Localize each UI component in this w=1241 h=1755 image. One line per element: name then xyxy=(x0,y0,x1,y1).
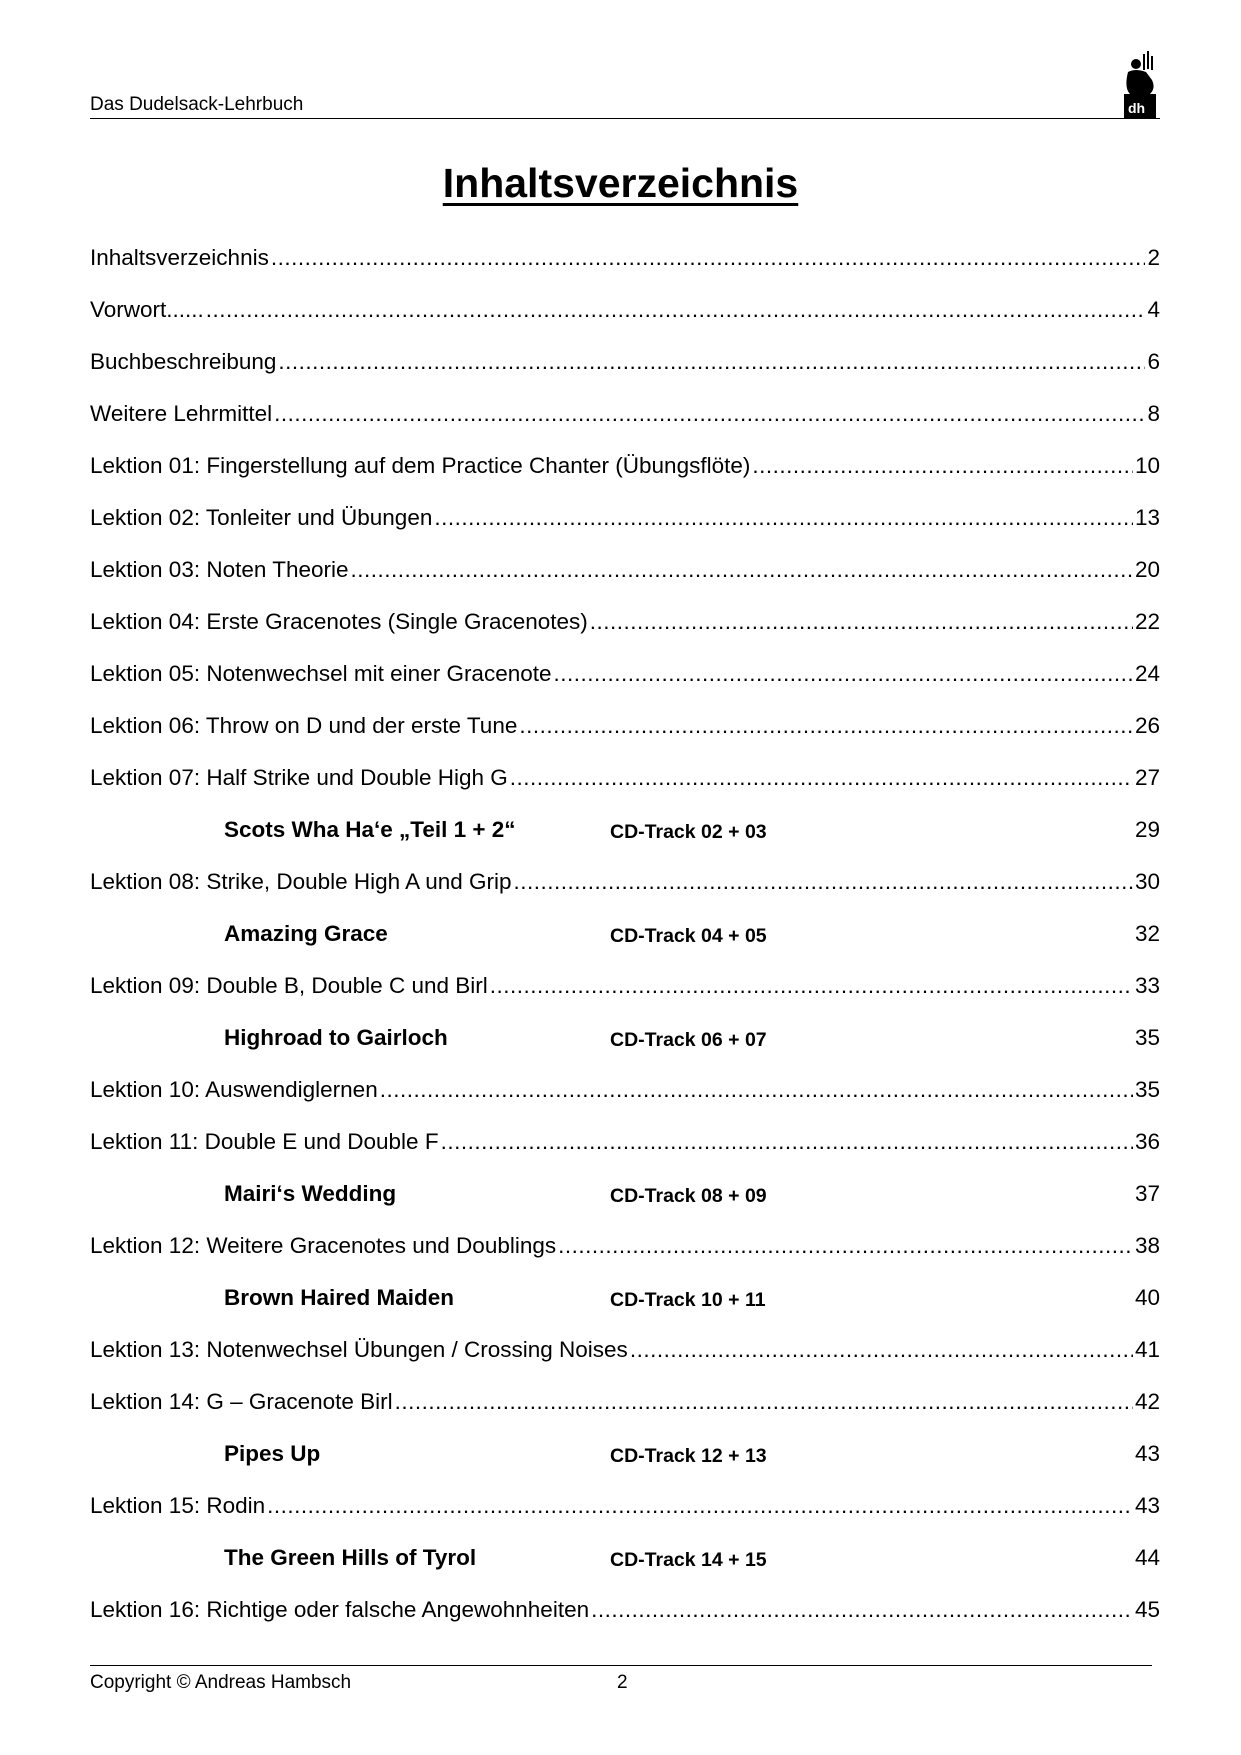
toc-entry-label: Lektion 08: Strike, Double High A und Grip xyxy=(90,869,512,894)
toc-song[interactable] xyxy=(90,914,1160,966)
toc-entry-label: Lektion 03: Noten Theorie xyxy=(90,557,349,582)
toc-entry-label: Buchbeschreibung xyxy=(90,349,277,374)
toc-song-title: Amazing Grace xyxy=(224,921,388,946)
toc-entry[interactable] xyxy=(90,238,1160,290)
toc-entry-page: 38 xyxy=(1134,1233,1160,1258)
toc-song-title: Brown Haired Maiden xyxy=(224,1285,455,1310)
toc-entry[interactable] xyxy=(90,758,1160,810)
toc-entry-page: 20 xyxy=(1134,557,1160,582)
footer-page-number: 2 xyxy=(617,1672,628,1693)
toc-leader-dots xyxy=(558,1226,1133,1266)
toc-song-track: CD-Track 06 + 07 xyxy=(610,1029,767,1051)
toc-leader-dots xyxy=(267,1486,1133,1526)
toc-song-page: 32 xyxy=(1134,921,1160,946)
toc-leader-dots xyxy=(380,1070,1133,1110)
toc-entry[interactable] xyxy=(90,290,1160,342)
toc-entry-label: Vorwort...... xyxy=(90,297,204,322)
toc-song-page: 44 xyxy=(1134,1545,1160,1570)
toc-entry[interactable] xyxy=(90,654,1160,706)
page-header xyxy=(90,92,1160,119)
table-of-contents xyxy=(90,238,1160,1642)
toc-entry[interactable] xyxy=(90,1382,1160,1434)
toc-leader-dots xyxy=(514,862,1133,902)
toc-entry-page: 24 xyxy=(1134,661,1160,686)
toc-song-track: CD-Track 08 + 09 xyxy=(610,1185,767,1207)
toc-entry-label: Lektion 11: Double E und Double F xyxy=(90,1129,439,1154)
toc-entry[interactable] xyxy=(90,966,1160,1018)
toc-entry-label: Inhaltsverzeichnis xyxy=(90,245,269,270)
toc-entry[interactable] xyxy=(90,862,1160,914)
toc-song-track: CD-Track 02 + 03 xyxy=(610,821,767,843)
footer-copyright: Copyright © Andreas Hambsch xyxy=(90,1672,352,1693)
toc-entry-label: Lektion 04: Erste Gracenotes (Single Gracenotes) xyxy=(90,609,588,634)
toc-song-title: Pipes Up xyxy=(224,1441,321,1466)
toc-entry-page: 35 xyxy=(1134,1077,1160,1102)
svg-text:dh: dh xyxy=(1128,100,1146,116)
toc-entry[interactable] xyxy=(90,394,1160,446)
toc-entry[interactable] xyxy=(90,342,1160,394)
toc-entry[interactable] xyxy=(90,1226,1160,1278)
toc-entry-label: Lektion 14: G – Gracenote Birl xyxy=(90,1389,393,1414)
toc-entry[interactable] xyxy=(90,1590,1160,1642)
toc-entry-label: Lektion 01: Fingerstellung auf dem Practice Chanter (Übungsflöte) xyxy=(90,453,751,478)
toc-song[interactable] xyxy=(90,1018,1160,1070)
toc-song-page: 40 xyxy=(1134,1285,1160,1310)
bagpiper-logo-icon xyxy=(1116,50,1160,120)
toc-song-track: CD-Track 14 + 15 xyxy=(610,1549,767,1571)
toc-leader-dots xyxy=(752,446,1133,486)
toc-entry-page: 4 xyxy=(1147,297,1160,322)
toc-song[interactable] xyxy=(90,1538,1160,1590)
header-title: Das Dudelsack-Lehrbuch xyxy=(90,94,304,115)
toc-entry-label: Lektion 06: Throw on D und der erste Tune xyxy=(90,713,518,738)
toc-song-track: CD-Track 04 + 05 xyxy=(610,925,767,947)
toc-leader-dots xyxy=(510,758,1133,798)
toc-leader-dots xyxy=(590,602,1133,642)
toc-entry-label: Lektion 07: Half Strike und Double High G xyxy=(90,765,508,790)
toc-entry-label: Lektion 13: Notenwechsel Übungen / Crossing Noises xyxy=(90,1337,628,1362)
toc-leader-dots xyxy=(274,394,1145,434)
toc-entry[interactable] xyxy=(90,706,1160,758)
toc-leader-dots xyxy=(278,342,1145,382)
toc-leader-dots xyxy=(630,1330,1133,1370)
toc-entry-label: Lektion 02: Tonleiter und Übungen xyxy=(90,505,433,530)
toc-song-title: Mairi‘s Wedding xyxy=(224,1181,397,1206)
toc-entry-page: 41 xyxy=(1134,1337,1160,1362)
toc-entry[interactable] xyxy=(90,498,1160,550)
toc-leader-dots xyxy=(271,238,1146,278)
toc-entry-page: 45 xyxy=(1134,1597,1160,1622)
toc-entry-page: 36 xyxy=(1134,1129,1160,1154)
toc-leader-dots xyxy=(554,654,1133,694)
toc-entry-page: 22 xyxy=(1134,609,1160,634)
toc-song[interactable] xyxy=(90,810,1160,862)
toc-entry-label: Weitere Lehrmittel xyxy=(90,401,273,426)
toc-entry[interactable] xyxy=(90,1122,1160,1174)
toc-entry-page: 10 xyxy=(1134,453,1160,478)
toc-entry[interactable] xyxy=(90,1486,1160,1538)
toc-entry-page: 8 xyxy=(1147,401,1160,426)
toc-entry[interactable] xyxy=(90,550,1160,602)
toc-song-title: Highroad to Gairloch xyxy=(224,1025,448,1050)
toc-entry[interactable] xyxy=(90,602,1160,654)
toc-entry-label: Lektion 05: Notenwechsel mit einer Gracenote xyxy=(90,661,552,686)
toc-song-title: Scots Wha Ha‘e „Teil 1 + 2“ xyxy=(224,817,516,842)
toc-leader-dots xyxy=(395,1382,1133,1422)
footer-divider xyxy=(90,1665,1152,1666)
toc-entry-page: 30 xyxy=(1134,869,1160,894)
toc-entry[interactable] xyxy=(90,446,1160,498)
toc-leader-dots xyxy=(519,706,1133,746)
toc-leader-dots xyxy=(490,966,1133,1006)
toc-entry-label: Lektion 10: Auswendiglernen xyxy=(90,1077,378,1102)
toc-entry-page: 2 xyxy=(1147,245,1160,270)
toc-song-page: 35 xyxy=(1134,1025,1160,1050)
toc-leader-dots xyxy=(591,1590,1133,1630)
page-title: Inhaltsverzeichnis xyxy=(442,160,799,206)
toc-entry-page: 27 xyxy=(1134,765,1160,790)
toc-entry-label: Lektion 15: Rodin xyxy=(90,1493,266,1518)
toc-entry-page: 26 xyxy=(1134,713,1160,738)
toc-song-track: CD-Track 12 + 13 xyxy=(610,1445,767,1467)
toc-entry-label: Lektion 09: Double B, Double C und Birl xyxy=(90,973,488,998)
toc-song-track: CD-Track 10 + 11 xyxy=(610,1289,766,1311)
toc-leader-dots xyxy=(351,550,1133,590)
toc-song-page: 37 xyxy=(1134,1181,1160,1206)
toc-leader-dots xyxy=(434,498,1133,538)
toc-entry-page: 33 xyxy=(1134,973,1160,998)
toc-song[interactable] xyxy=(90,1174,1160,1226)
toc-song[interactable] xyxy=(90,1278,1160,1330)
toc-song-page: 29 xyxy=(1134,817,1160,842)
toc-leader-dots xyxy=(206,290,1146,330)
toc-entry-page: 13 xyxy=(1134,505,1160,530)
toc-entry-page: 43 xyxy=(1134,1493,1160,1518)
toc-song-title: The Green Hills of Tyrol xyxy=(224,1545,477,1570)
toc-entry-page: 42 xyxy=(1134,1389,1160,1414)
toc-song-page: 43 xyxy=(1134,1441,1160,1466)
toc-leader-dots xyxy=(441,1122,1133,1162)
toc-entry[interactable] xyxy=(90,1070,1160,1122)
toc-song[interactable] xyxy=(90,1434,1160,1486)
toc-entry-label: Lektion 12: Weitere Gracenotes und Doublings xyxy=(90,1233,557,1258)
toc-entry-page: 6 xyxy=(1147,349,1160,374)
toc-entry-label: Lektion 16: Richtige oder falsche Angewohnheiten xyxy=(90,1597,590,1622)
toc-entry[interactable] xyxy=(90,1330,1160,1382)
